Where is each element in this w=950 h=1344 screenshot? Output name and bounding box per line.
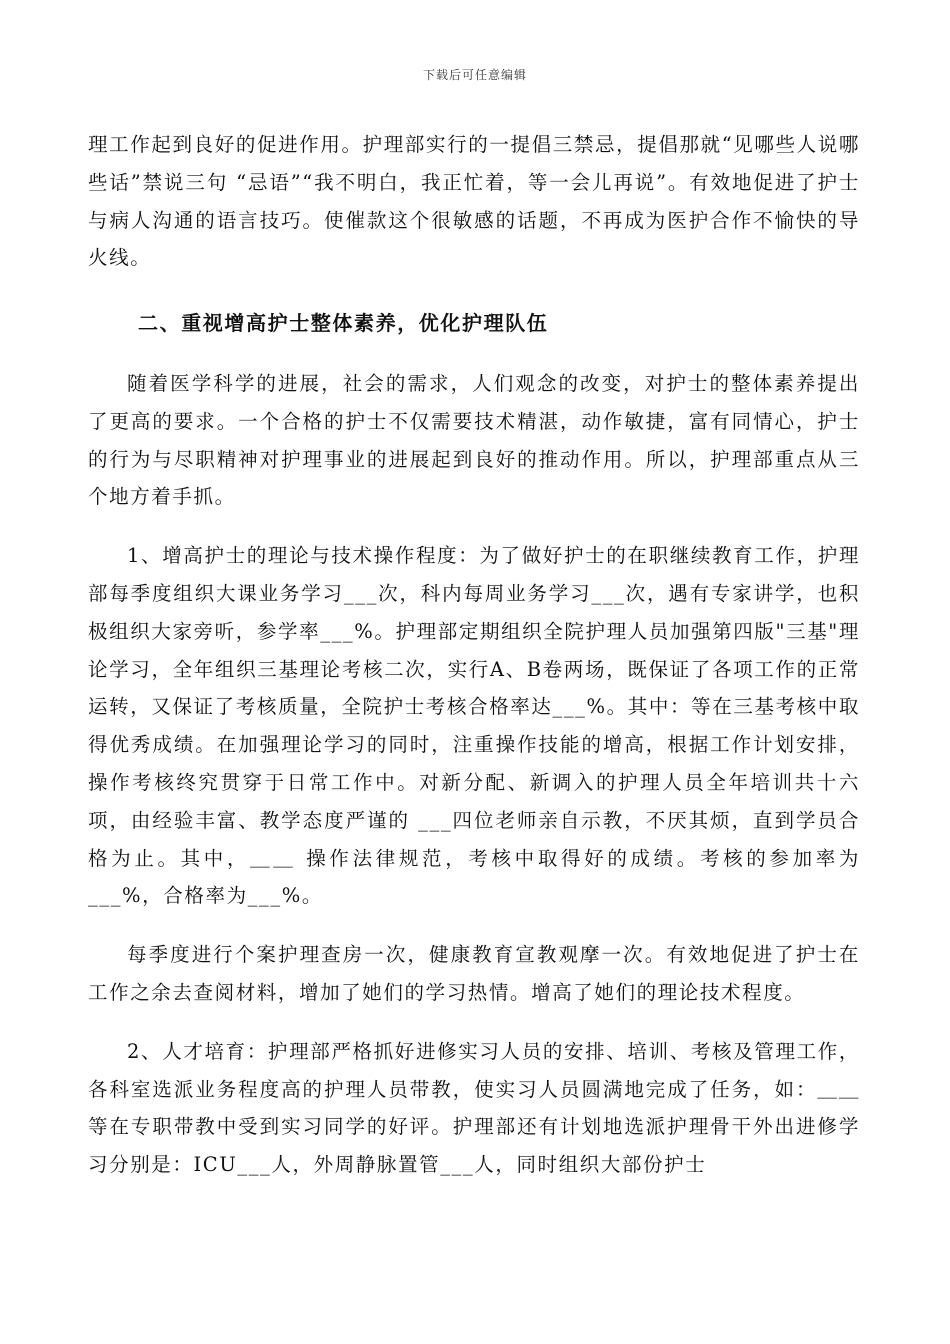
paragraph-item-1: 1、增高护士的理论与技术操作程度：为了做好护士的在职继续教育工作，护理部每季度组织大课业务学习___次，科内每周业务学习___次，遇有专家讲学，也积极组织大家旁听，参学率___%。护理部定期组织全院护理人员加强第四版"三基"理论学习，全年组织三基理论考核二次，实行A、B卷两场，既保证了各项工作的正常运转，又保证了考核质量，全院护士考核合格率达___%。其中：等在三基考核中取得优秀成绩。在加强理论学习的同时，注重操作技能的增高，根据工作计划安排，操作考核终究贯穿于日常工作中。对新分配、新调入的护理人员全年培训共十六项，由经验丰富、教学态度严谨的 ___四位老师亲自示教，不厌其烦，直到学员合格为止。其中，＿＿ 操作法律规范，考核中取得好的成绩。考核的参加率为___%，合格率为___%。: [88, 544, 860, 908]
page-header-note: 下载后可任意编辑: [422, 68, 527, 82]
section-heading-2: 二、重视增高护士整体素养，优化护理队伍: [138, 311, 549, 336]
paragraph-case-rounds: 每季度进行个案护理查房一次，健康教育宣教观摩一次。有效地促进了护士在工作之余去查阅材料，增加了她们的学习热情。增高了她们的理论技术程度。: [88, 943, 860, 1004]
paragraph-item-2: 2、人才培育：护理部严格抓好进修实习人员的安排、培训、考核及管理工作，各科室选派业务程度高的护理人员带教，使实习人员圆满地完成了任务，如：＿＿ 等在专职带教中受到实习同学的好评。护理部还有计划地选派护理骨干外出进修学习分别是：ICU___人，外周静脉置管___人，同时组织大部份护士: [88, 1039, 868, 1177]
paragraph-intro: 随着医学科学的进展，社会的需求，人们观念的改变，对护士的整体素养提出了更高的要求。一个合格的护士不仅需要技术精湛，动作敏捷，富有同情心，护士的行为与尽职精神对护理事业的进展起到良好的推动作用。所以，护理部重点从三个地方着手抓。: [88, 371, 860, 509]
document-body: [88, 126, 868, 1184]
paragraph-continuation: 理工作起到良好的促进作用。护理部实行的一提倡三禁忌，提倡那就“见哪些人说哪些话”禁说三句 “忌语”“我不明白，我正忙着，等一会儿再说”。有效地促进了护士与病人沟通的语言技巧。使催款这个很敏感的话题，不再成为医护合作不愉快的导火线。: [88, 133, 860, 270]
